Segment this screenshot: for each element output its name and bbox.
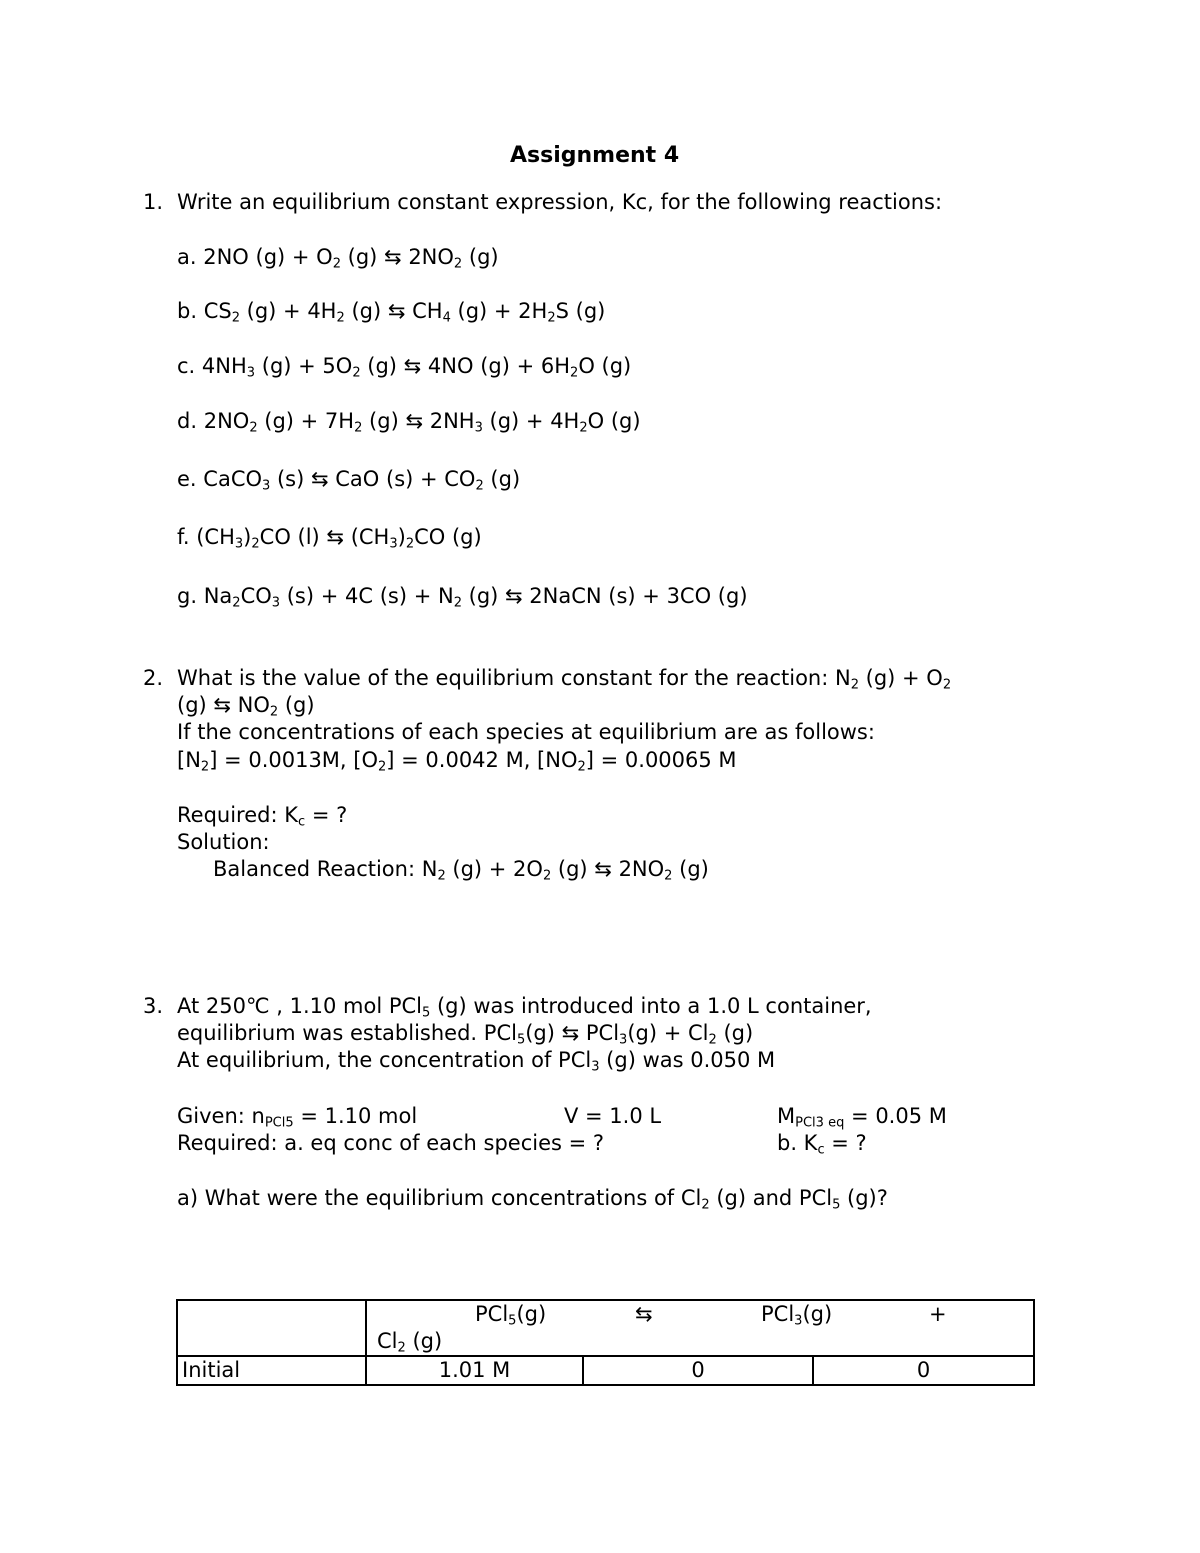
initial-pcl5: 1.01 M — [366, 1356, 583, 1385]
q2-line4: $[N_2] = 0.0013M$, $[O_2] = 0.0042$ M, $[NO_2] = 0.00065$ M — [177, 748, 737, 775]
q2-solution: Solution: — [177, 830, 270, 854]
q3-number: 3. — [143, 994, 164, 1018]
header-cl2: $Cl_2$ (g) — [377, 1329, 443, 1356]
reaction-a — [177, 244, 499, 271]
q3-question-a: a) What were the equilibrium concentrations of $Cl_2$ (g) and PCl$_5$ (g)? — [177, 1186, 888, 1213]
q3-line2: equilibrium was established. PCl$_5$(g) ⇆ $PCl_3(g) + Cl_2$ (g) — [177, 1021, 754, 1048]
initial-pcl3: 0 — [583, 1356, 813, 1385]
reaction-equation: $4NH_3$ $(g) + 5O_2$ (g) ⇆ 4NO $(g) + 6H_2O$ (g) — [201, 354, 632, 381]
q2-number: 2. — [143, 666, 164, 690]
reaction-equation: $2NO_2$ $(g) + 7H_2$ (g) ⇆ $2NH_3$ $(g) + 4H_2O$ (g) — [203, 409, 641, 436]
q3-given-n: Given: $n_{PCl5} = 1.10$ mol — [177, 1104, 418, 1131]
reaction-equation: $(CH_3)_2CO$ (l) ⇆ $(CH_3)_2CO$ (g) — [196, 525, 482, 552]
header-pcl3: PCl$_3$(g) — [761, 1302, 833, 1329]
row-label-initial: Initial — [177, 1356, 366, 1385]
q3-given-v: V = 1.0 L — [564, 1104, 662, 1128]
header-plus: + — [929, 1302, 947, 1326]
q1-number: 1. — [143, 190, 164, 214]
header-empty-cell — [177, 1300, 366, 1356]
q3-given-m: $M_{PCl3 eq} = 0.05$ M — [777, 1104, 947, 1131]
reaction-e — [177, 466, 520, 493]
reaction-label: a. — [177, 245, 197, 269]
reaction-equation: CaCO$_3$ (s) ⇆ CaO $(s) + CO_2$ (g) — [203, 467, 521, 494]
reaction-label: c. — [177, 354, 196, 378]
ice-table — [176, 1299, 1035, 1386]
q2-required: Required: $K_c$ = ? — [177, 803, 348, 830]
q2-line1: What is the value of the equilibrium constant for the reaction: $N_2$ $(g) + O_2$ — [177, 666, 952, 693]
reaction-equation: $Na_2CO_3$ (s) + 4C $(s) + N_2$ (g) ⇆ 2NaCN (s) + 3CO (g) — [203, 584, 748, 611]
q1-prompt: Write an equilibrium constant expression, Kc, for the following reactions: — [177, 190, 943, 214]
reaction-c — [177, 353, 631, 380]
q3-required-a: Required: a. eq conc of each species = ? — [177, 1131, 605, 1155]
reaction-g — [177, 583, 748, 610]
page-title: Assignment 4 — [510, 143, 680, 168]
table-row — [177, 1356, 1034, 1385]
reaction-label: f. — [177, 525, 190, 549]
q2-balanced-reaction: Balanced Reaction: $N_2$ $(g) + 2O_2$ (g) ⇆ $2NO_2$ (g) — [213, 857, 709, 884]
q3-required-b: b. $K_c$ = ? — [777, 1131, 867, 1158]
header-equation-cell — [366, 1300, 1034, 1356]
reaction-b — [177, 298, 605, 325]
reaction-d — [177, 408, 641, 435]
q2-line3: If the concentrations of each species at equilibrium are as follows: — [177, 720, 875, 744]
initial-cl2: 0 — [813, 1356, 1034, 1385]
reaction-equation: $CS_2$ $(g) + 4H_2$ (g) ⇆ $CH_4$ $(g) + 2H_2S$ (g) — [203, 299, 606, 326]
reaction-label: g. — [177, 584, 198, 608]
q3-line3: At equilibrium, the concentration of PCl$_3$ (g) was 0.050 M — [177, 1048, 776, 1075]
reaction-equation: 2NO $(g) + O_2$ (g) ⇆ $2NO_2$ (g) — [203, 245, 499, 272]
q2-line2: (g) ⇆ $NO_2$ (g) — [177, 693, 315, 720]
table-header-row — [177, 1300, 1034, 1356]
reaction-label: b. — [177, 299, 198, 323]
reaction-label: d. — [177, 409, 198, 433]
header-arrow: ⇆ — [635, 1302, 653, 1326]
reaction-f — [177, 524, 482, 551]
q3-line1: At 250℃ , 1.10 mol PCl$_5$ (g) was introduced into a 1.0 L container, — [177, 994, 872, 1021]
reaction-label: e. — [177, 467, 197, 491]
header-pcl5: PCl$_5$(g) — [475, 1302, 547, 1329]
